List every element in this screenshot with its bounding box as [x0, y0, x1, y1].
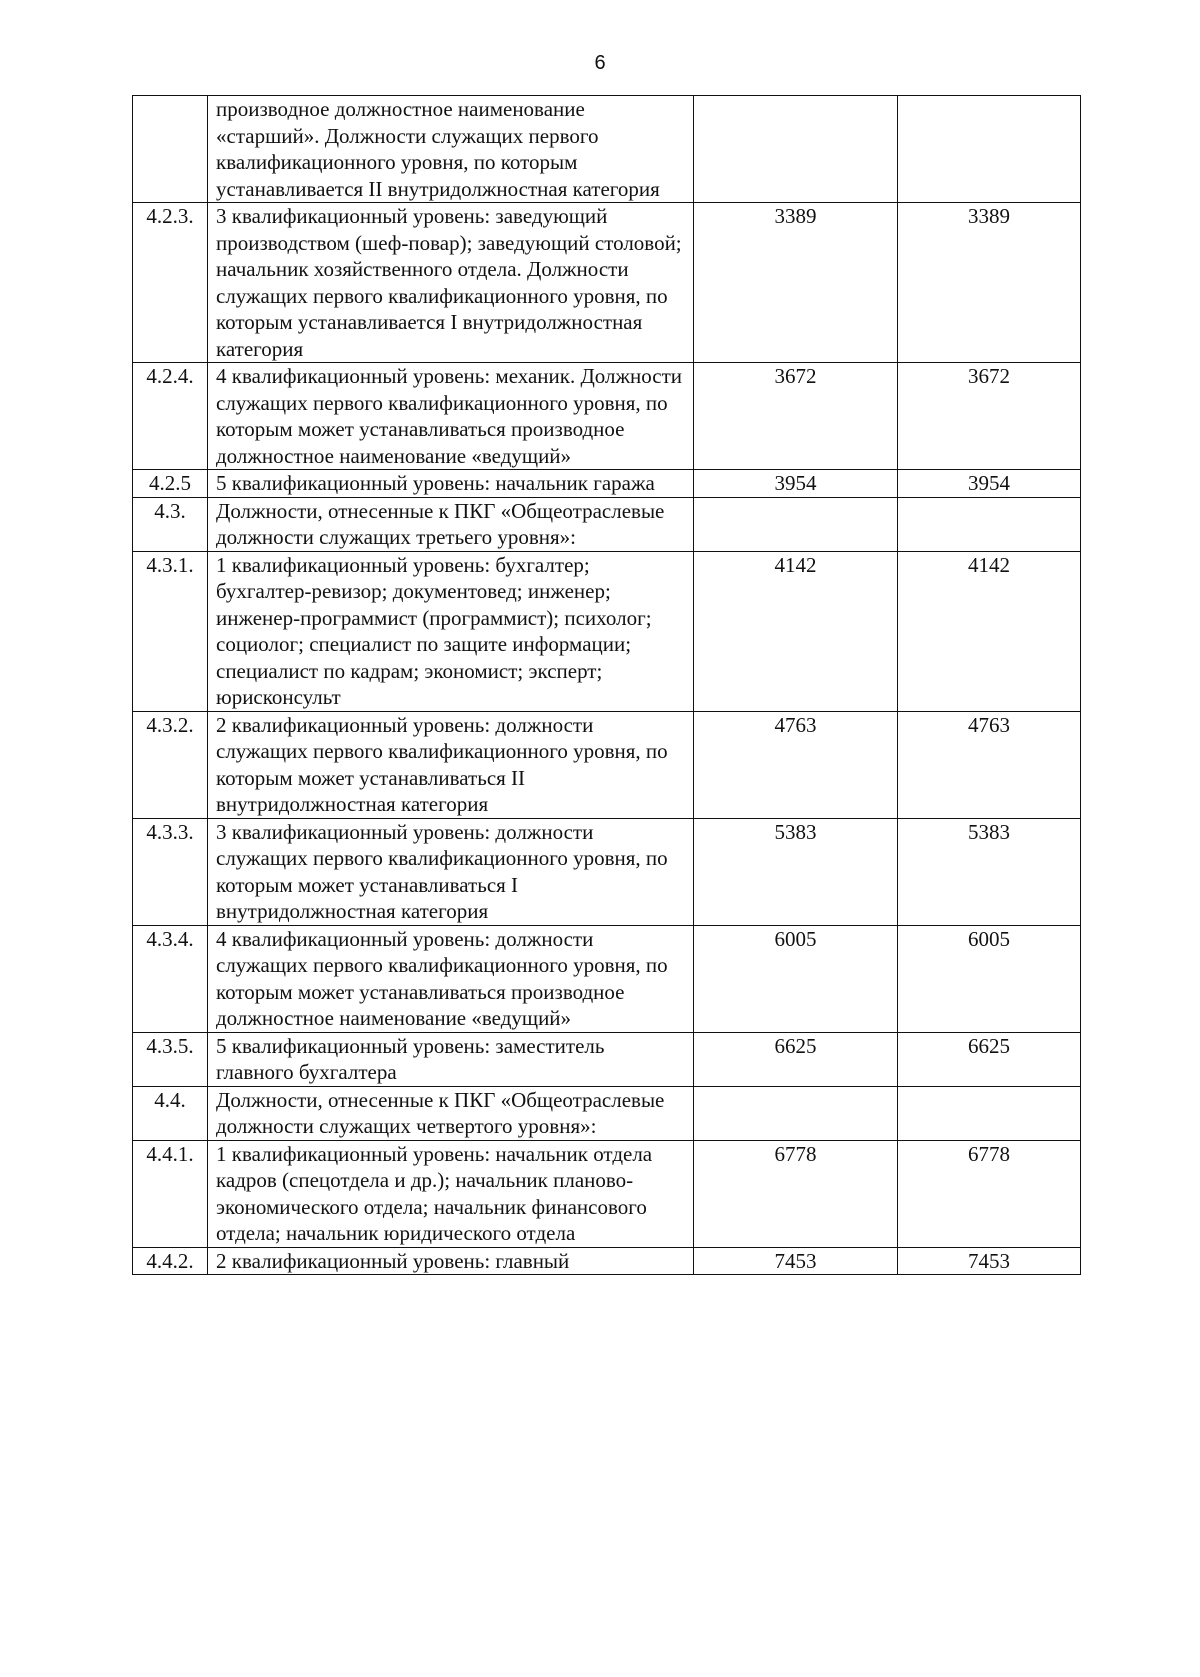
row-value-2	[898, 497, 1081, 551]
row-number	[133, 96, 208, 203]
table-row	[133, 711, 1081, 818]
row-value-1: 7453	[694, 1247, 898, 1275]
row-value-2: 7453	[898, 1247, 1081, 1275]
row-value-1	[694, 96, 898, 203]
row-number: 4.3.2.	[133, 711, 208, 818]
row-number: 4.3.5.	[133, 1032, 208, 1086]
table-row	[133, 96, 1081, 203]
table-row	[133, 1086, 1081, 1140]
row-value-1: 6005	[694, 925, 898, 1032]
table-row	[133, 818, 1081, 925]
row-description: 5 квалификационный уровень: начальник гаража	[208, 470, 694, 498]
salary-table-body	[133, 96, 1081, 1275]
row-value-2: 6778	[898, 1140, 1081, 1247]
row-description: Должности, отнесенные к ПКГ «Общеотраслевые должности служащих третьего уровня»:	[208, 497, 694, 551]
row-description: 4 квалификационный уровень: механик. Должности служащих первого квалификационного уровня, по которым может устанавливаться производное должностное наименование «ведущий»	[208, 363, 694, 470]
row-number: 4.3.4.	[133, 925, 208, 1032]
row-value-1: 4763	[694, 711, 898, 818]
table-row	[133, 497, 1081, 551]
row-value-1	[694, 497, 898, 551]
row-description: производное должностное наименование «старший». Должности служащих первого квалификационного уровня, по которым устанавливается II внутридолжностная категория	[208, 96, 694, 203]
page-number: 6	[594, 52, 606, 74]
table-row	[133, 551, 1081, 711]
row-value-2: 3389	[898, 203, 1081, 363]
row-description: 5 квалификационный уровень: заместитель главного бухгалтера	[208, 1032, 694, 1086]
row-value-1: 3672	[694, 363, 898, 470]
row-value-2: 6625	[898, 1032, 1081, 1086]
row-value-1	[694, 1086, 898, 1140]
row-value-2: 5383	[898, 818, 1081, 925]
row-description: 4 квалификационный уровень: должности служащих первого квалификационного уровня, по которым может устанавливаться производное должностное наименование «ведущий»	[208, 925, 694, 1032]
row-number: 4.3.3.	[133, 818, 208, 925]
table-row	[133, 203, 1081, 363]
row-number: 4.2.3.	[133, 203, 208, 363]
table-row	[133, 1032, 1081, 1086]
row-description: 1 квалификационный уровень: начальник отдела кадров (спецотдела и др.); начальник планово-экономического отдела; начальник финансового отдела; начальник юридического отдела	[208, 1140, 694, 1247]
row-description: 2 квалификационный уровень: главный	[208, 1247, 694, 1275]
row-value-1: 6778	[694, 1140, 898, 1247]
row-value-2: 6005	[898, 925, 1081, 1032]
row-number: 4.4.	[133, 1086, 208, 1140]
table-row	[133, 925, 1081, 1032]
row-number: 4.2.4.	[133, 363, 208, 470]
row-value-2	[898, 1086, 1081, 1140]
row-value-1: 4142	[694, 551, 898, 711]
row-value-1: 6625	[694, 1032, 898, 1086]
row-value-1: 5383	[694, 818, 898, 925]
table-row	[133, 363, 1081, 470]
row-value-2: 4142	[898, 551, 1081, 711]
row-description: 2 квалификационный уровень: должности служащих первого квалификационного уровня, по которым может устанавливаться II внутридолжностная категория	[208, 711, 694, 818]
row-value-1: 3389	[694, 203, 898, 363]
row-number: 4.3.	[133, 497, 208, 551]
row-number: 4.2.5	[133, 470, 208, 498]
row-description: Должности, отнесенные к ПКГ «Общеотраслевые должности служащих четвертого уровня»:	[208, 1086, 694, 1140]
table-row	[133, 1140, 1081, 1247]
row-value-2: 4763	[898, 711, 1081, 818]
row-number: 4.4.1.	[133, 1140, 208, 1247]
row-description: 1 квалификационный уровень: бухгалтер; бухгалтер-ревизор; документовед; инженер; инженер-программист (программист); психолог; социолог; специалист по защите информации; специалист по кадрам; экономист; эксперт; юрисконсульт	[208, 551, 694, 711]
row-description: 3 квалификационный уровень: заведующий производством (шеф-повар); заведующий столовой; начальник хозяйственного отдела. Должности служащих первого квалификационного уровня, по которым устанавливается I внутридолжностная категория	[208, 203, 694, 363]
row-value-2: 3954	[898, 470, 1081, 498]
table-row	[133, 470, 1081, 498]
salary-table	[132, 95, 1081, 1275]
row-number: 4.4.2.	[133, 1247, 208, 1275]
row-description: 3 квалификационный уровень: должности служащих первого квалификационного уровня, по которым может устанавливаться I внутридолжностная категория	[208, 818, 694, 925]
row-value-2	[898, 96, 1081, 203]
row-number: 4.3.1.	[133, 551, 208, 711]
row-value-1: 3954	[694, 470, 898, 498]
row-value-2: 3672	[898, 363, 1081, 470]
table-row	[133, 1247, 1081, 1275]
